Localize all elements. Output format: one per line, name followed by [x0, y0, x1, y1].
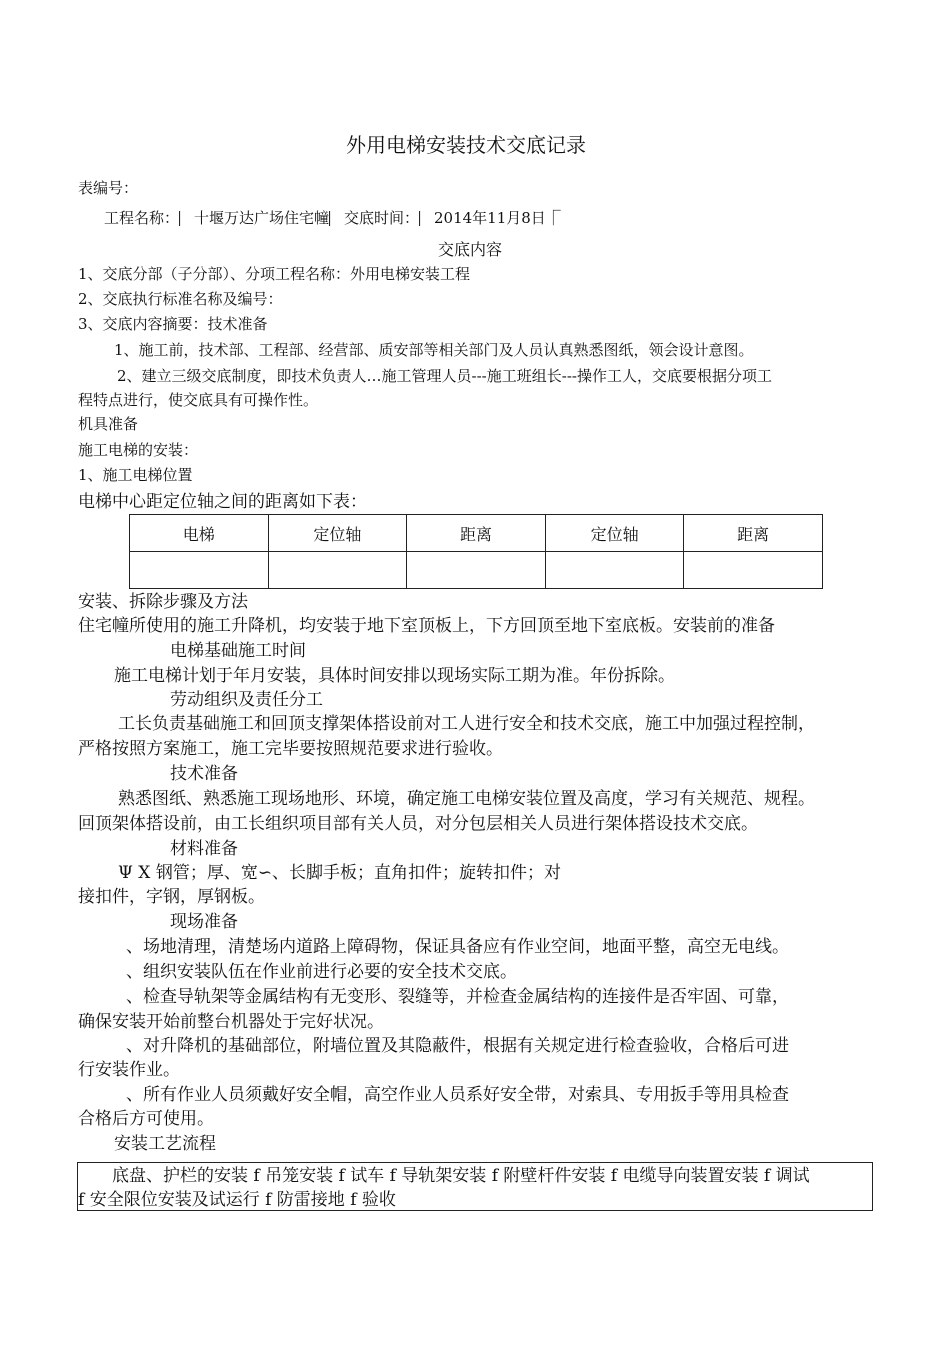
site-item-3-line-b: 确保安装开始前整台机器处于完好状况。: [78, 1012, 384, 1032]
item-1: 1、交底分部（子分部）、分项工程名称：外用电梯安装工程: [78, 265, 471, 283]
distance-table: [129, 514, 823, 589]
flow-text-line-b: f 安全限位安装及试运行 f 防雷接地 f 验收: [78, 1190, 396, 1210]
table-header-cell: 定位轴: [545, 515, 684, 552]
distance-intro: 电梯中心距定位轴之间的距离如下表：: [78, 492, 367, 512]
project-info-line: 工程名称：⎸十堰万达广场住宅幢⎸交底时间：⎸2014年11月8日⎾: [104, 209, 561, 227]
material-text-line-a: Ψ X 钢管；厚、宽∽、长脚手板；直角扣件；旋转扣件；对: [118, 863, 562, 883]
equipment-heading: 机具准备: [78, 415, 139, 433]
foundation-heading: 电梯基础施工时间: [170, 641, 306, 661]
steps-intro: 住宅幢所使用的施工升降机，均安装于地下室顶板上，下方回顶至地下室底板。安装前的准备: [78, 616, 775, 636]
item-2: 2、交底执行标准名称及编号：: [78, 290, 283, 308]
section-title: 交底内容: [438, 240, 503, 259]
prep-item-1: 1、施工前，技术部、工程部、经营部、质安部等相关部门及人员认真熟悉图纸，领会设计意图。: [114, 341, 754, 359]
flow-heading: 安装工艺流程: [114, 1134, 216, 1154]
flow-text-line-a: 底盘、护栏的安装 f 吊笼安装 f 试车 f 导轨架安装 f 附壁杆件安装 f 电缆导向装置安装 f 调试: [112, 1166, 810, 1186]
table-cell: [407, 552, 546, 589]
installation-heading: 施工电梯的安装：: [78, 441, 199, 459]
labor-heading: 劳动组织及责任分工: [170, 690, 323, 710]
site-heading: 现场准备: [170, 912, 238, 932]
material-heading: 材料准备: [170, 839, 238, 859]
foundation-text: 施工电梯计划于年月安装，具体时间安排以现场实际工期为准。年份拆除。: [114, 666, 675, 686]
tech-text-line-b: 回顶架体搭设前，由工长组织项目部有关人员，对分包层相关人员进行架体搭设技术交底。: [78, 814, 758, 834]
item-3: 3、交底内容摘要：技术准备: [78, 315, 268, 333]
document-title: 外用电梯安装技术交底记录: [346, 133, 586, 157]
table-cell: [684, 552, 823, 589]
site-item-1: 、场地清理，清楚场内道路上障碍物，保证具备应有作业空间，地面平整，高空无电线。: [126, 937, 789, 957]
material-text-line-b: 接扣件，字钢，厚钢板。: [78, 887, 265, 907]
labor-text-line-b: 严格按照方案施工，施工完毕要按照规范要求进行验收。: [78, 739, 503, 759]
site-item-2: 、组织安装队伍在作业前进行必要的安全技术交底。: [126, 962, 517, 982]
table-cell: [545, 552, 684, 589]
table-header-cell: 电梯: [130, 515, 269, 552]
position-heading: 1、施工电梯位置: [78, 466, 193, 484]
site-item-4-line-b: 行安装作业。: [78, 1060, 180, 1080]
site-item-5-line-b: 合格后方可使用。: [78, 1109, 214, 1129]
table-cell: [130, 552, 269, 589]
site-item-3-line-a: 、检查导轨架等金属结构有无变形、裂缝等，并检查金属结构的连接件是否牢固、可靠，: [126, 987, 789, 1007]
table-row: [130, 552, 823, 589]
table-header-cell: 距离: [684, 515, 823, 552]
tech-text-line-a: 熟悉图纸、熟悉施工现场地形、环境，确定施工电梯安装位置及高度，学习有关规范、规程。: [118, 789, 815, 809]
table-header-cell: 距离: [407, 515, 546, 552]
table-header-row: [130, 515, 823, 552]
table-header-cell: 定位轴: [268, 515, 407, 552]
site-item-4-line-a: 、对升降机的基础部位，附墙位置及其隐蔽件，根据有关规定进行检查验收，合格后可进: [126, 1036, 789, 1056]
form-number-label: 表编号：: [78, 179, 139, 197]
site-item-5-line-a: 、所有作业人员须戴好安全帽，高空作业人员系好安全带，对索具、专用扳手等用具检查: [126, 1085, 789, 1105]
labor-text-line-a: 工长负责基础施工和回顶支撑架体搭设前对工人进行安全和技术交底，施工中加强过程控制，: [118, 714, 815, 734]
process-flow-box: [77, 1162, 873, 1211]
prep-item-2-line-a: 2、建立三级交底制度，即技术负责人…施工管理人员---施工班组长---操作工人，交底要根据分项工: [117, 367, 772, 385]
steps-heading: 安装、拆除步骤及方法: [78, 592, 248, 612]
table-cell: [268, 552, 407, 589]
prep-item-2-line-b: 程特点进行，使交底具有可操作性。: [78, 391, 319, 409]
tech-heading: 技术准备: [170, 764, 238, 784]
